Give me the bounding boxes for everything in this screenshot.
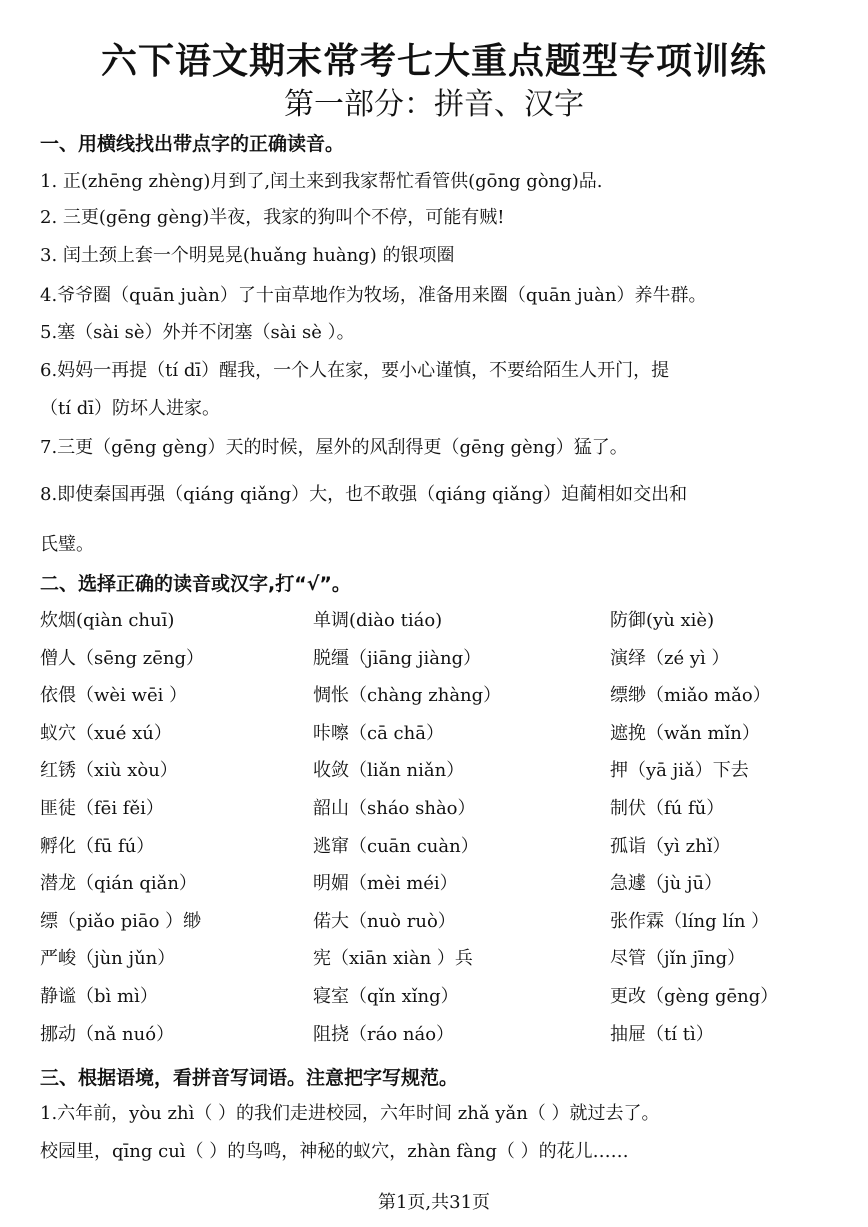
document-subtitle: 第一部分：拼音、汉字 <box>284 87 584 122</box>
grid-row <box>40 944 840 982</box>
grid-row <box>40 681 840 719</box>
section1-line-7: 7.三更（gēng gèng）天的时候，屋外的风刮得更（gēng gèng）猛了。 <box>40 437 628 458</box>
grid-row <box>40 1020 840 1058</box>
grid-item: 匪徒（fēi fěi） <box>40 797 164 819</box>
grid-item: 寝室（qǐn xǐng） <box>313 985 459 1007</box>
section3-line-1: 1.六年前，yòu zhì（ ）的我们走进校园，六年时间 zhǎ yǎn（ ）就过去了。 <box>40 1103 660 1124</box>
grid-row <box>40 644 840 682</box>
section1-line-6: 6.妈妈一再提（tí dī）醒我，一个人在家，要小心谨慎，不要给陌生人开门，提 <box>40 360 670 381</box>
grid-row <box>40 907 840 945</box>
grid-item: 押（yā jiǎ）下去 <box>610 760 749 782</box>
grid-row <box>40 869 840 907</box>
grid-item: 孵化（fū fú） <box>40 835 155 857</box>
section1-line-8: 8.即使秦国再强（qiáng qiǎng）大，也不敢强（qiáng qiǎng）迫蔺相如交出和 <box>40 484 688 505</box>
grid-item: 挪动（nǎ nuó） <box>40 1023 175 1045</box>
section3-line-2: 校园里，qīng cuì（ ）的鸟鸣，神秘的蚁穴，zhàn fàng（ ）的花儿…… <box>40 1141 629 1162</box>
grid-item: 更改（gèng gēng） <box>610 985 779 1007</box>
section2-grid <box>40 606 840 1057</box>
grid-item: 惆怅（chàng zhàng） <box>313 685 502 707</box>
grid-item: 依偎（wèi wēi ） <box>40 685 188 707</box>
grid-row <box>40 982 840 1020</box>
grid-item: 韶山（sháo shào） <box>313 797 476 819</box>
grid-item: 炊烟(qiàn chuī) <box>40 610 175 631</box>
grid-row <box>40 756 840 794</box>
section1-line-6-cont: （tí dī）防坏人进家。 <box>40 398 220 419</box>
grid-item: 咔嚓（cā chā） <box>313 722 444 744</box>
grid-item: 收敛（liǎn niǎn） <box>313 760 465 782</box>
grid-item: 孤诣（yì zhǐ） <box>610 835 731 857</box>
grid-item: 张作霖（líng lín ） <box>610 910 770 932</box>
section2-heading: 二、选择正确的读音或汉字,打“√”。 <box>40 573 351 595</box>
grid-item: 潜龙（qián qiǎn） <box>40 873 197 895</box>
section3-heading: 三、根据语境，看拼音写词语。注意把字写规范。 <box>40 1067 459 1089</box>
section1-line-4: 4.爷爷圈（quān juàn）了十亩草地作为牧场，准备用来圈（quān juàn）养牛群。 <box>40 285 707 306</box>
grid-item: 防御(yù xiè) <box>610 610 715 631</box>
grid-item: 静谧（bì mì） <box>40 985 158 1007</box>
section1-line-8-cont: 氏璧。 <box>40 534 94 555</box>
grid-item: 缥缈（miǎo mǎo） <box>610 685 771 707</box>
grid-item: 制伏（fú fǔ） <box>610 797 725 819</box>
section1-heading: 一、用横线找出带点字的正确读音。 <box>40 133 345 155</box>
document-title: 六下语文期末常考七大重点题型专项训练 <box>100 41 767 82</box>
grid-item: 缥（piǎo piāo ）缈 <box>40 910 202 932</box>
grid-item: 单调(diào tiáo) <box>313 610 443 631</box>
grid-row <box>40 832 840 870</box>
grid-item: 脱缰（jiāng jiàng） <box>313 647 482 669</box>
grid-item: 红锈（xiù xòu） <box>40 760 178 782</box>
grid-item: 遮挽（wǎn mǐn） <box>610 722 760 744</box>
grid-item: 抽屉（tí tì） <box>610 1023 714 1045</box>
grid-item: 偌大（nuò ruò） <box>313 910 456 932</box>
section1-line-5: 5.塞（sài sè）外并不闭塞（sài sè ）。 <box>40 322 355 343</box>
grid-row <box>40 719 840 757</box>
grid-item: 演绎（zé yì ） <box>610 647 730 669</box>
grid-item: 严峻（jùn jǔn） <box>40 948 176 970</box>
grid-row <box>40 606 840 644</box>
grid-row <box>40 794 840 832</box>
grid-item: 僧人（sēng zēng） <box>40 647 204 669</box>
grid-item: 宪（xiān xiàn ）兵 <box>313 948 473 970</box>
section1-line-3: 3. 闰土颈上套一个明晃晃(huǎng huàng) 的银项圈 <box>40 245 455 266</box>
section1-line-2: 2. 三更(gēng gèng)半夜，我家的狗叫个不停，可能有贼! <box>40 207 505 228</box>
grid-item: 急遽（jù jū） <box>610 873 723 895</box>
grid-item: 阻挠（ráo náo） <box>313 1023 455 1045</box>
section1-line-1: 1. 正(zhēng zhèng)月到了,闰土来到我家帮忙看管供(gōng gòng)品. <box>40 171 603 192</box>
grid-item: 尽管（jǐn jīng） <box>610 948 746 970</box>
grid-item: 蚁穴（xué xú） <box>40 722 172 744</box>
grid-item: 明媚（mèi méi） <box>313 873 458 895</box>
page-footer: 第1页,共31页 <box>377 1192 491 1213</box>
grid-item: 逃窜（cuān cuàn） <box>313 835 479 857</box>
